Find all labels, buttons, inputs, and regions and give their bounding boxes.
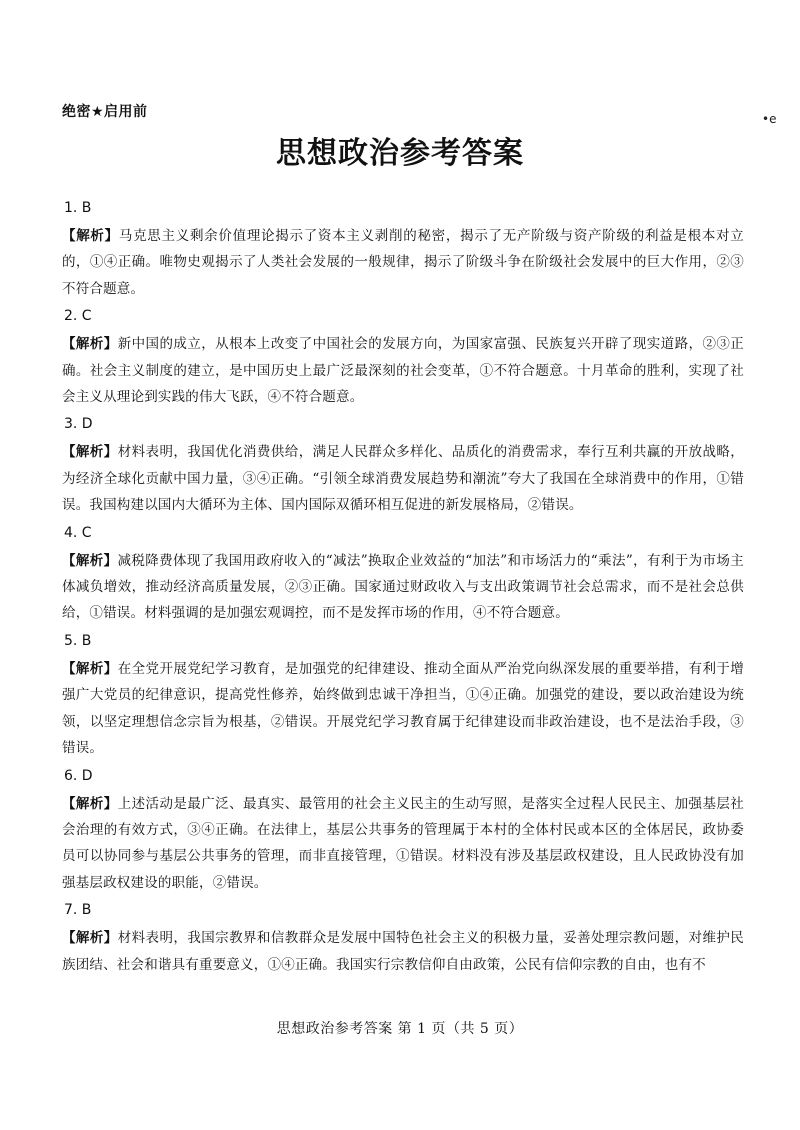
question-number: 2. C [64,308,92,325]
analysis-tag: 【解析】 [62,552,118,569]
analysis-text: 材料表明，我国优化消费供给，满足人民群众多样化、品质化的消费需求，奉行互利共赢的开放战略，为经济全球化贡献中国力量，③④正确。“引领全球消费发展趋势和潮流”夸大了我国在全球消费中的作用，①错误。我国构建以国内大循环为主体、国内国际双循环相互促进的新发展格局，②错误。 [62,444,744,514]
analysis-paragraph [62,791,744,897]
analysis-tag: 【解析】 [62,930,118,947]
analysis-paragraph [62,223,744,302]
analysis-text: 减税降费体现了我国用政府收入的“减法”换取企业效益的“加法”和市场活力的“乘法”，有利于为市场主体减负增效，推动经济高质量发展，②③正确。国家通过财政收入与支出政策调节社会总需求，而不是社会总供给，①错误。材料强调的是加强宏观调控，而不是发挥市场的作用，④不符合题意。 [62,552,744,622]
analysis-tag: 【解析】 [62,660,118,677]
answer-list [62,198,744,982]
analysis-text: 在全党开展党纪学习教育，是加强党的纪律建设、推动全面从严治党向纵深发展的重要举措，有利于增强广大党员的纪律意识，提高党性修养，始终做到忠诚干净担当，①④正确。加强党的建设，要以政治建设为统领，以坚定理想信念宗旨为根基，②错误。开展党纪学习教育属于纪律建设而非政治建设，也不是法治手段，③错误。 [62,660,744,757]
analysis-tag: 【解析】 [62,228,119,244]
page-footer: 思想政治参考答案 第 1 页（共 5 页） [276,1021,524,1037]
page-title: 思想政治参考答案 [276,136,524,171]
analysis-tag: 【解析】 [62,795,118,812]
question-block-4 [62,523,744,627]
analysis-text: 材料表明，我国宗教界和信教群众是发展中国特色社会主义的积极力量，妥善处理宗教问题，对维护民族团结、社会和谐具有重要意义，①④正确。我国实行宗教信仰自由政策，公民有信仰宗教的自由，也有不 [62,930,744,973]
analysis-paragraph [62,439,744,518]
analysis-tag: 【解析】 [62,336,118,353]
question-block-3 [62,414,744,518]
question-number: 5. B [64,632,92,649]
corner-mark: •e [762,112,777,126]
analysis-tag: 【解析】 [62,444,118,461]
analysis-paragraph [62,656,744,762]
analysis-text: 上述活动是最广泛、最真实、最管用的社会主义民主的生动写照，是落实全过程人民民主、加强基层社会治理的有效方式，③④正确。在法律上，基层公共事务的管理属于本村的全体村民或本区的全体居民，政协委员可以协同参与基层公共事务的管理，而非直接管理，①错误。材料没有涉及基层政权建设，且人民政协没有加强基层政权建设的职能，②错误。 [62,795,744,891]
question-block-7 [62,900,744,978]
question-block-2 [62,306,744,410]
question-number: 1. B [64,200,92,216]
analysis-text: 新中国的成立，从根本上改变了中国社会的发展方向，为国家富强、民族复兴开辟了现实道路，②③正确。社会主义制度的建立，是中国历史上最广泛最深刻的社会变革，①不符合题意。十月革命的胜利，实现了社会主义从理论到实践的伟大飞跃，④不符合题意。 [62,336,744,406]
analysis-text: 马克思主义剩余价值理论揭示了资本主义剥削的秘密，揭示了无产阶级与资产阶级的利益是根本对立的，①④正确。唯物史观揭示了人类社会发展的一般规律，揭示了阶级斗争在阶级社会发展中的巨大作用，②③不符合题意。 [62,228,744,297]
question-number: 3. D [64,416,93,433]
question-block-6 [62,766,744,897]
analysis-paragraph [62,925,744,978]
question-number: 6. D [64,767,93,784]
question-block-1 [62,198,744,302]
question-block-5 [62,631,744,762]
secret-label: 绝密★启用前 [62,104,148,120]
question-number: 7. B [64,902,92,919]
analysis-paragraph [62,548,744,627]
question-number: 4. C [64,524,92,541]
analysis-paragraph [62,331,744,410]
